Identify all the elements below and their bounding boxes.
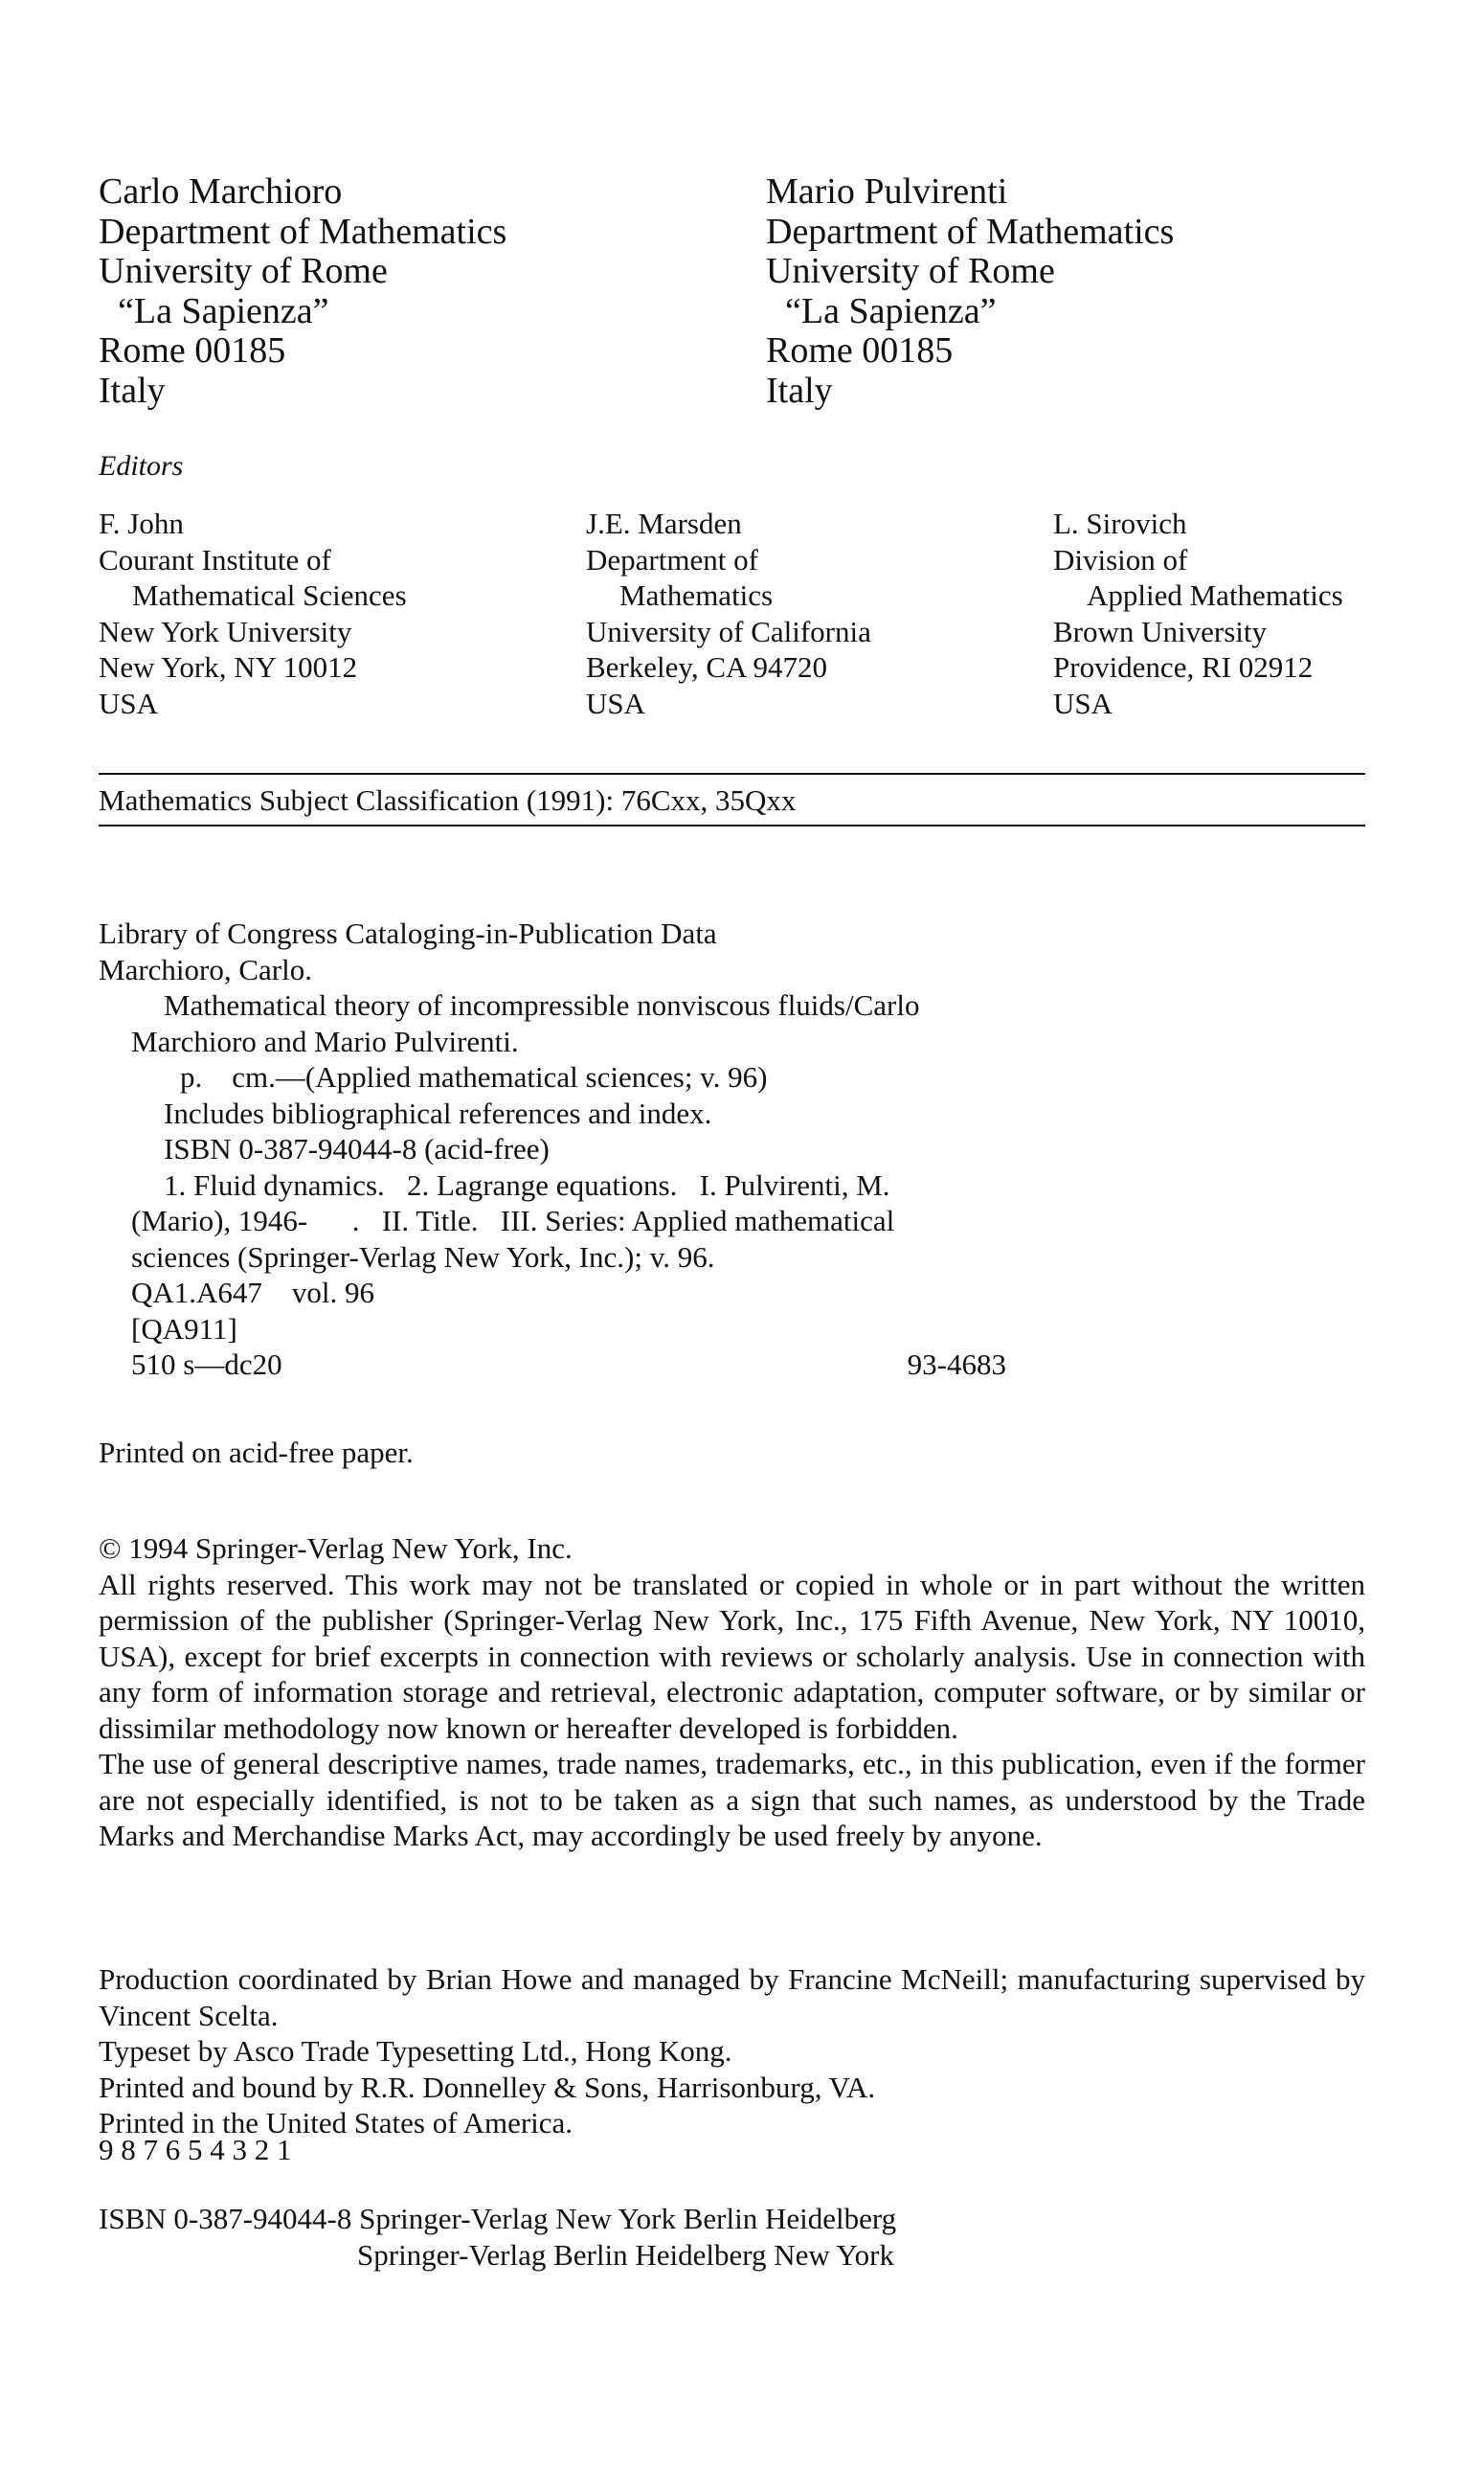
editor-line: USA <box>1053 686 1113 720</box>
acid-free-note: Printed on acid-free paper. <box>99 1436 414 1469</box>
editor-line: Mathematical Sciences <box>132 578 407 612</box>
production-coordination: Production coordinated by Brian Howe and managed by Francine McNeill; manufacturing supervised by Vincent Scelta. <box>99 1962 1365 2032</box>
author-country: Italy <box>99 370 166 411</box>
author-institute: “La Sapienza” <box>785 290 997 331</box>
author-block-pulvirenti <box>766 172 1174 411</box>
editors-label: Editors <box>99 450 184 482</box>
subject-classification: Mathematics Subject Classification (1991): 76Cxx, 35Qxx <box>99 783 797 817</box>
author-university: University of Rome <box>766 251 1055 291</box>
editor-line: Department of <box>586 542 758 577</box>
author-university: University of Rome <box>99 251 388 291</box>
author-institute: “La Sapienza” <box>118 290 329 331</box>
author-department: Department of Mathematics <box>99 211 507 252</box>
classification-rule-bottom <box>99 825 1365 826</box>
editor-line: L. Sirovich <box>1053 507 1187 540</box>
trademark-statement: The use of general descriptive names, trade names, trademarks, etc., in this publication, even if the former are not especially identified, is not to be taken as a sign that such names, as understood by the Trade Marks and Merchandise Marks Act, may accordingly be used freely by anyone. <box>99 1747 1365 1852</box>
cip-subjects-cont: sciences (Springer-Verlag New York, Inc.); v. 96. <box>131 1239 715 1274</box>
author-city: Rome 00185 <box>766 330 954 371</box>
author-country: Italy <box>766 370 833 411</box>
cip-block <box>99 916 1152 1383</box>
isbn-block <box>99 2201 896 2273</box>
cip-lccn: 93-4683 <box>907 1347 1006 1381</box>
author-block-marchioro <box>99 172 506 411</box>
editor-line: USA <box>586 686 646 720</box>
printing-number-line: 9 8 7 6 5 4 3 2 1 <box>99 2133 292 2166</box>
editor-line: Mathematics <box>619 578 774 612</box>
printing-credit: Printed and bound by R.R. Donnelley & Sons, Harrisonburg, VA. <box>99 2070 876 2104</box>
cip-classification-row <box>99 1347 1006 1383</box>
editor-line: Berkeley, CA 94720 <box>586 650 827 684</box>
production-block <box>99 1961 1365 2141</box>
author-name: Carlo Marchioro <box>99 171 343 212</box>
copyright-block <box>99 1530 1365 1854</box>
editor-line: Division of <box>1053 542 1188 577</box>
cip-title: Mathematical theory of incompressible nonviscous fluids/Carlo <box>164 988 920 1022</box>
rights-statement: All rights reserved. This work may not be translated or copied in whole or in part without the written permission of the publisher (Springer-Verlag New York, Inc., 175 Fifth Avenue, New York, NY 10010, USA), except for brief excerpts in connection with reviews or scholarly analysis. Use in connection with any form of information storage and retrieval, electronic adaptation, computer software, or by similar or dissimilar methodology now known or hereafter developed is forbidden. <box>99 1567 1365 1745</box>
cip-author: Marchioro, Carlo. <box>99 952 312 986</box>
author-city: Rome 00185 <box>99 330 286 371</box>
editor-block-marsden <box>586 506 871 721</box>
typeset-credit: Typeset by Asco Trade Typesetting Ltd., Hong Kong. <box>99 2034 732 2068</box>
editor-line: Providence, RI 02912 <box>1053 650 1314 684</box>
editor-line: New York, NY 10012 <box>99 650 358 684</box>
cip-isbn: ISBN 0-387-94044-8 (acid-free) <box>164 1132 550 1166</box>
editor-block-sirovich <box>1053 506 1343 721</box>
classification-rule-top <box>99 773 1365 775</box>
cip-subjects: 1. Fluid dynamics. 2. Lagrange equations. I. Pulvirenti, M. <box>164 1167 890 1202</box>
editor-line: University of California <box>586 614 871 648</box>
copyright-notice: © 1994 Springer-Verlag New York, Inc. <box>99 1531 573 1565</box>
cip-note: Includes bibliographical references and index. <box>164 1096 712 1130</box>
isbn-us: ISBN 0-387-94044-8 Springer-Verlag New York Berlin Heidelberg <box>99 2202 897 2235</box>
cip-title-cont: Marchioro and Mario Pulvirenti. <box>131 1024 519 1058</box>
cip-heading: Library of Congress Cataloging-in-Publication Data <box>99 917 717 950</box>
cip-subjects-cont: (Mario), 1946- . II. Title. III. Series: Applied mathematical <box>131 1204 895 1237</box>
cip-call-bracket: [QA911] <box>131 1311 237 1346</box>
editor-block-john <box>99 506 407 721</box>
editor-line: Brown University <box>1053 614 1268 648</box>
isbn-germany-text: Springer-Verlag Berlin Heidelberg New York <box>357 2237 894 2272</box>
editor-line: USA <box>99 686 159 720</box>
author-name: Mario Pulvirenti <box>766 171 1008 212</box>
printed-in: Printed in the United States of America. <box>99 2106 573 2139</box>
cip-call-number: QA1.A647 vol. 96 <box>131 1276 375 1309</box>
editor-line: F. John <box>99 507 184 540</box>
editor-line: Applied Mathematics <box>1087 578 1343 612</box>
author-department: Department of Mathematics <box>766 211 1175 252</box>
isbn-germany <box>99 2237 896 2274</box>
editor-line: Courant Institute of <box>99 542 331 577</box>
cip-dewey: 510 s—dc20 <box>131 1347 282 1381</box>
cip-collation: p. cm.—(Applied mathematical sciences; v. 96) <box>180 1060 768 1094</box>
editor-line: New York University <box>99 614 352 648</box>
editor-line: J.E. Marsden <box>586 507 742 540</box>
